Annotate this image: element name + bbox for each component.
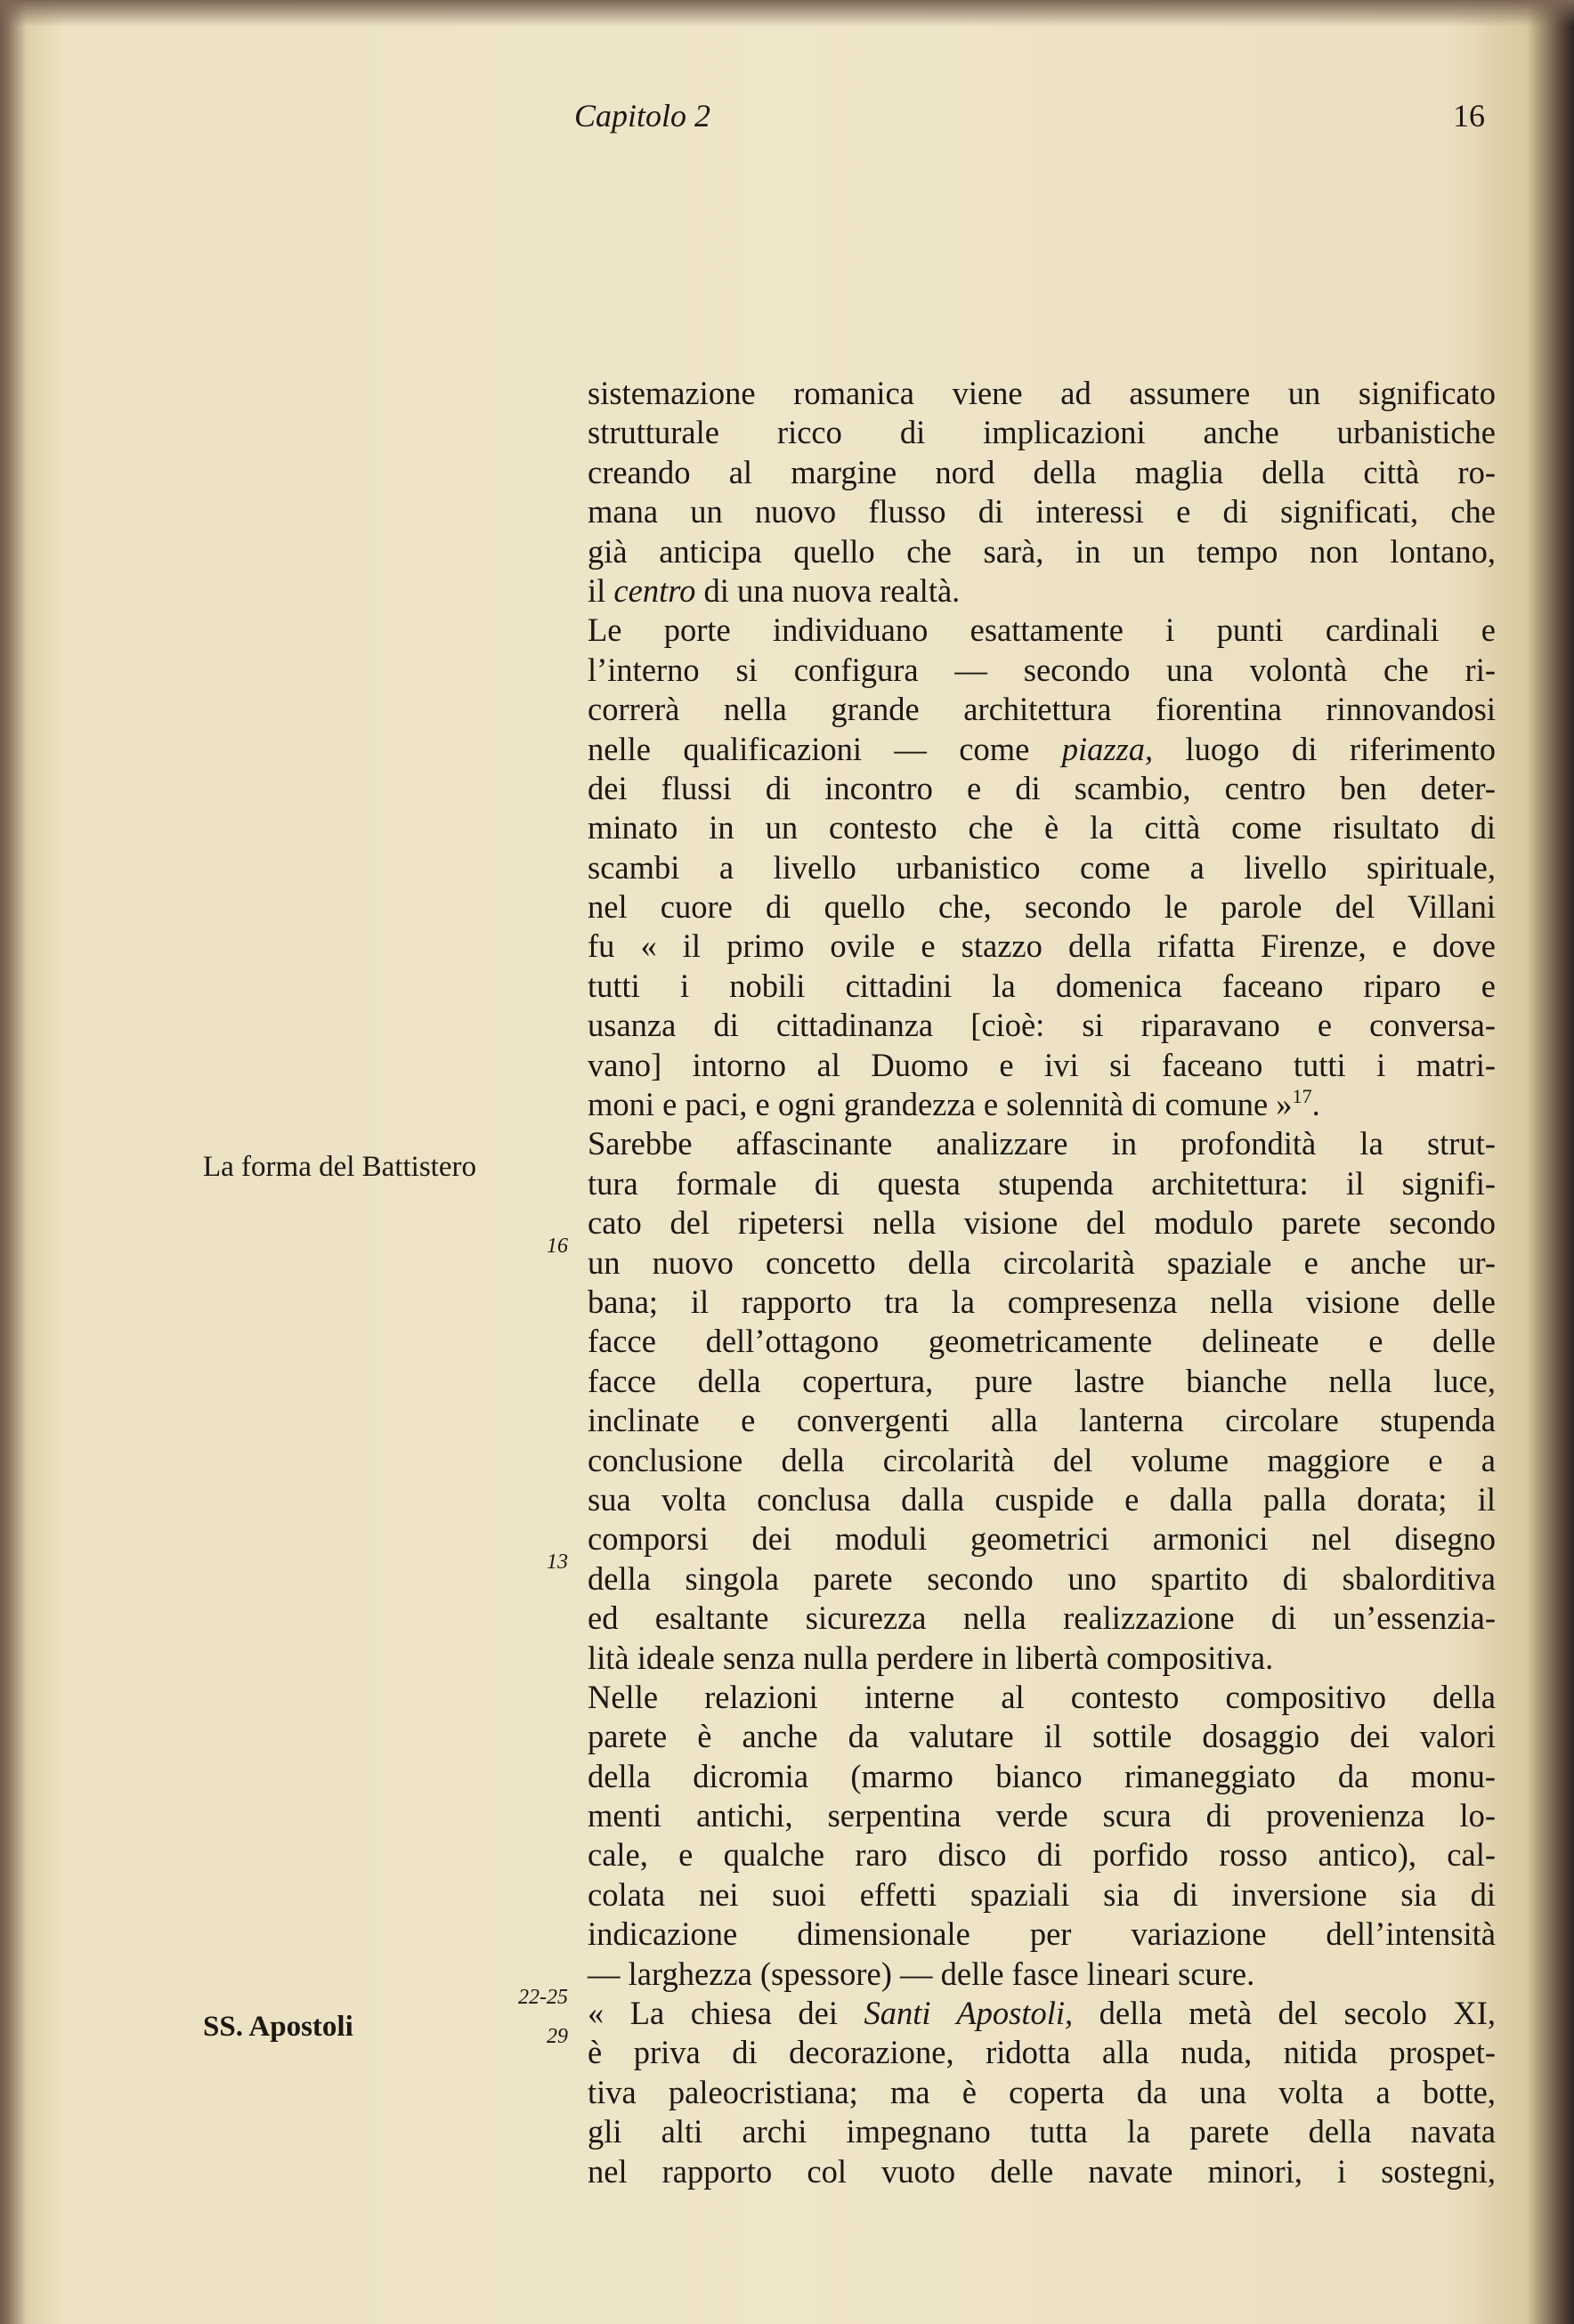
text-line: inclinate e convergenti alla lanterna circolare stupenda — [588, 1402, 1496, 1439]
text-line: cale, e qualche raro disco di porfido rosso antico), cal- — [588, 1836, 1496, 1874]
text-line: vano] intorno al Duomo e ivi si faceano tutti i matri- — [588, 1046, 1496, 1083]
text-line: nelle qualificazioni — come piazza, luogo di riferimento — [588, 730, 1496, 767]
text-line: parete è anche da valutare il sottile dosaggio dei valori — [588, 1718, 1496, 1755]
text-line: facce dell’ottagono geometricamente delineate e delle — [588, 1323, 1496, 1360]
running-head — [0, 89, 1574, 142]
text-line: creando al margine nord della maglia della città ro- — [588, 453, 1496, 490]
text-line: già anticipa quello che sarà, in un tempo non lontano, — [588, 532, 1496, 570]
text-line: lità ideale senza nulla perdere in libertà compositiva. — [588, 1639, 1274, 1676]
text-line: conclusione della circolarità del volume maggiore e a — [588, 1441, 1496, 1478]
text-line: bana; il rapporto tra la compresenza nella visione delle — [588, 1283, 1496, 1320]
text-line: Le porte individuano esattamente i punti cardinali e — [588, 611, 1496, 649]
text-line: ed esaltante sicurezza nella realizzazione di un’essenzia- — [588, 1599, 1496, 1637]
text-line: dei flussi di incontro e di scambio, centro ben deter- — [588, 769, 1496, 806]
text-line: della singola parete secondo uno spartito di sbalorditiva — [588, 1559, 1496, 1597]
text-line: « La chiesa dei Santi Apostoli, della metà del secolo XI, — [588, 1995, 1496, 2032]
text-line: moni e paci, e ogni grandezza e solennità di comune »$^{17}$. — [588, 1085, 1320, 1123]
text-line: comporsi dei moduli geometrici armonici nel disegno — [588, 1520, 1496, 1558]
margin-note-battistero: La forma del Battistero — [203, 1151, 476, 1183]
text-line: gli alti archi impegnano tutta la parete della navata — [588, 2113, 1496, 2150]
page-number: 16 — [1453, 98, 1485, 134]
margin-ref: 13 — [547, 1551, 568, 1574]
text-line: sistemazione romanica viene ad assumere un significato — [588, 375, 1496, 411]
text-line: nel cuore di quello che, secondo le parole del Villani — [588, 888, 1496, 926]
text-line: l’interno si configura — secondo una volontà che ri- — [588, 651, 1496, 688]
text-line: fu « il primo ovile e stazzo della rifatta Firenze, e dove — [588, 927, 1496, 965]
text-line: nel rapporto col vuoto delle navate minori, i sostegni, — [588, 2152, 1496, 2190]
text-line: cato del ripetersi nella visione del modulo parete secondo — [588, 1204, 1496, 1242]
text-line: tura formale di questa stupenda architettura: il signifi- — [588, 1164, 1496, 1202]
text-line: sua volta conclusa dalla cuspide e dalla palla dorata; il — [588, 1480, 1496, 1518]
text-line: della dicromia (marmo bianco rimaneggiato da monu- — [588, 1757, 1496, 1794]
text-line: Sarebbe affascinante analizzare in profondità la strut- — [588, 1125, 1496, 1162]
text-line: colata nei suoi effetti spaziali sia di inversione sia di — [588, 1875, 1496, 1913]
text-line: scambi a livello urbanistico come a livello spirituale, — [588, 848, 1496, 886]
chapter-title: Capitolo 2 — [574, 98, 711, 134]
margin-ref: 29 — [547, 2025, 568, 2048]
text-line: un nuovo concetto della circolarità spaziale e anche ur- — [588, 1243, 1496, 1281]
text-line: il centro di una nuova realtà. — [588, 571, 961, 609]
text-line: facce della copertura, pure lastre bianche nella luce, — [588, 1362, 1496, 1399]
footnote-ref[interactable]: 17 — [1292, 1085, 1312, 1108]
text-line: — larghezza (spessore) — delle fasce lineari scure. — [588, 1955, 1255, 1992]
text-line: indicazione dimensionale per variazione dell’intensità — [588, 1915, 1496, 1953]
text-line: usanza di cittadinanza [cioè: si riparavano e conversa- — [588, 1007, 1496, 1044]
text-line: minato in un contesto che è la città come risultato di — [588, 809, 1496, 846]
margin-ref: 16 — [547, 1235, 568, 1258]
margin-note-apostoli: SS. Apostoli — [203, 2011, 353, 2043]
text-line: Nelle relazioni interne al contesto compositivo della — [588, 1678, 1496, 1715]
text-line: correrà nella grande architettura fiorentina rinnovandosi — [588, 691, 1496, 728]
text-line: mana un nuovo flusso di interessi e di significati, che — [588, 493, 1496, 530]
text-line: è priva di decorazione, ridotta alla nuda, nitida prospet- — [588, 2034, 1496, 2071]
body-text — [588, 374, 1496, 2191]
text-line: tutti i nobili cittadini la domenica faceano riparo e — [588, 967, 1496, 1004]
text-line: menti antichi, serpentina verde scura di provenienza lo- — [588, 1797, 1496, 1834]
margin-ref: 22-25 — [518, 1986, 568, 2009]
text-line: strutturale ricco di implicazioni anche urbanistiche — [588, 414, 1496, 451]
text-line: tiva paleocristiana; ma è coperta da una volta a botte, — [588, 2073, 1496, 2110]
